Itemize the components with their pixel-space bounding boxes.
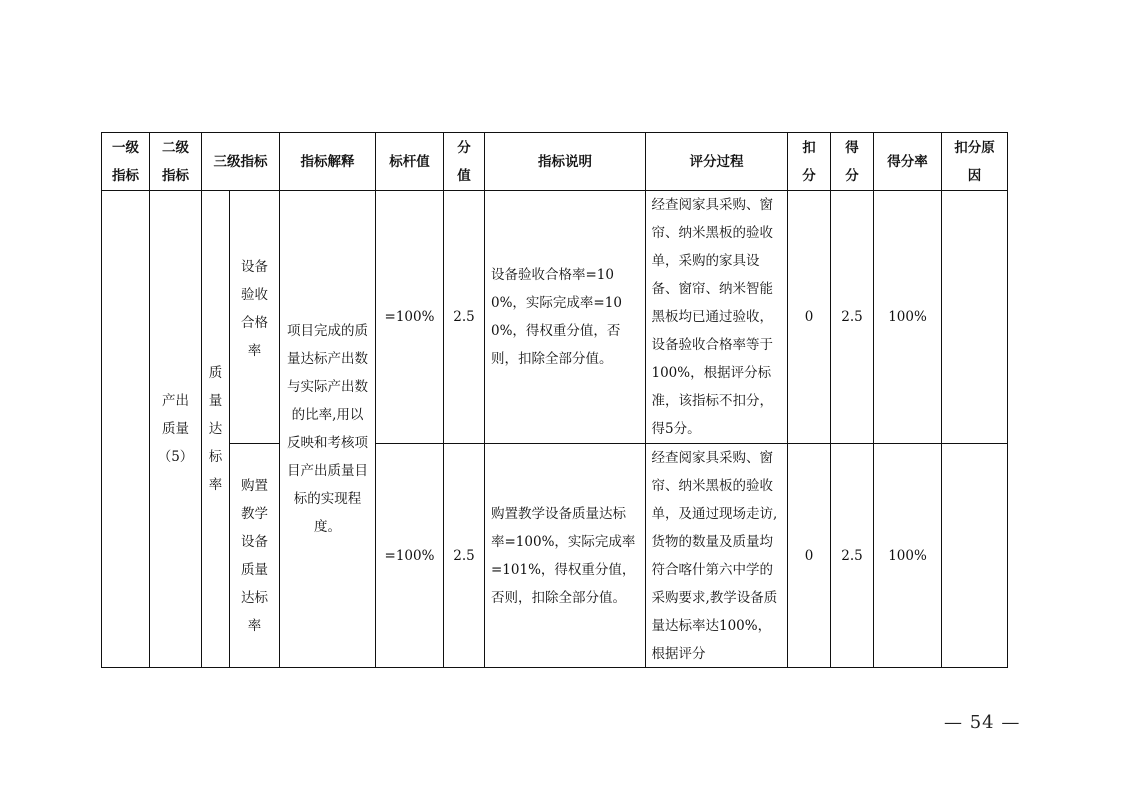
- header-score-rate: 得分率: [874, 133, 942, 191]
- header-benchmark: 标杆值: [376, 133, 444, 191]
- deduction-reason-cell: [942, 191, 1008, 444]
- header-scoring-process: 评分过程: [646, 133, 788, 191]
- deduction-reason-cell: [942, 444, 1008, 668]
- header-description: 指标说明: [485, 133, 646, 191]
- header-deduction-reason: 扣分原 因: [942, 133, 1008, 191]
- benchmark-cell: =100%: [376, 444, 444, 668]
- score-rate-cell: 100%: [874, 444, 942, 668]
- score-cell: 2.5: [831, 191, 874, 444]
- score-value-cell: 2.5: [444, 444, 485, 668]
- level2-cell: 产出 质量 （5）: [150, 191, 202, 668]
- description-cell: 设备验收合格率=100%，实际完成率=100%，得权重分值，否则，扣除全部分值。: [485, 191, 646, 444]
- page-number: — 54 —: [944, 712, 1021, 733]
- explanation-cell: 项目完成的质量达标产出数与实际产出数的比率,用以反映和考核项目产出质量目标的实现程度。: [280, 191, 376, 668]
- header-level2: 二级 指标: [150, 133, 202, 191]
- score-value-cell: 2.5: [444, 191, 485, 444]
- deduction-cell: 0: [788, 191, 831, 444]
- table-row: [102, 191, 1008, 444]
- level1-cell: [102, 191, 150, 668]
- deduction-cell: 0: [788, 444, 831, 668]
- header-deduction: 扣 分: [788, 133, 831, 191]
- score-rate-cell: 100%: [874, 191, 942, 444]
- header-score: 得 分: [831, 133, 874, 191]
- header-explanation: 指标解释: [280, 133, 376, 191]
- benchmark-cell: =100%: [376, 191, 444, 444]
- header-score-value: 分 值: [444, 133, 485, 191]
- level3-group-cell: 质量达标率: [202, 191, 230, 668]
- evaluation-table: [101, 132, 1008, 668]
- indicator-cell: 设备验收合格率: [230, 191, 280, 444]
- header-row: [102, 133, 1008, 191]
- scoring-process-cell: 经查阅家具采购、窗帘、纳米黑板的验收单，及通过现场走访,货物的数量及质量均符合喀什第六中学的采购要求,教学设备质量达标率达100%，根据评分: [646, 444, 788, 668]
- indicator-cell: 购置教学设备质量达标率: [230, 444, 280, 668]
- header-level3: 三级指标: [202, 133, 280, 191]
- header-level1: 一级 指标: [102, 133, 150, 191]
- scoring-process-cell: 经查阅家具采购、窗帘、纳米黑板的验收单，采购的家具设备、窗帘、纳米智能黑板均已通过验收，设备验收合格率等于100%，根据评分标准，该指标不扣分，得5分。: [646, 191, 788, 444]
- score-cell: 2.5: [831, 444, 874, 668]
- table-row: [102, 444, 1008, 668]
- description-cell: 购置教学设备质量达标率=100%，实际完成率=101%，得权重分值，否则，扣除全部分值。: [485, 444, 646, 668]
